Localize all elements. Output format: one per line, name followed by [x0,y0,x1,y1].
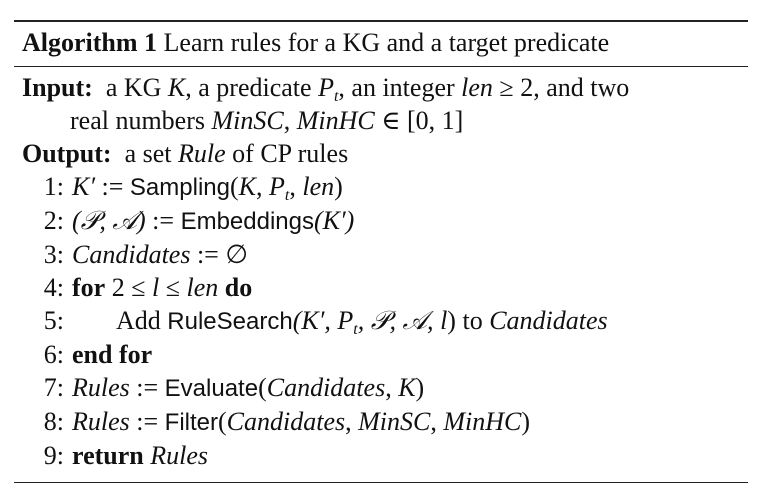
assign-op: := [145,206,181,235]
paren: ( [229,172,239,201]
comma: , [345,407,359,436]
output-text: of CP rules [225,139,349,168]
algorithm-box [14,20,748,483]
keyword-do: do [218,273,253,302]
math-sub-t: t [353,321,358,338]
math-minsc: MinSC [358,407,431,436]
loop-condition: 2 ≤ [105,273,152,302]
output-line [14,137,748,170]
math-candidates: Candidates [72,240,191,269]
math-K: K [398,373,416,402]
output-text: a set [124,139,178,168]
math-len: len [186,273,219,302]
math-candidates: Candidates [226,407,346,436]
math-rules: Rules [150,441,208,470]
comma: , [385,373,399,402]
keyword-end-for: end for [72,340,153,369]
step-text: to [455,306,490,335]
math-sub-t: t [333,88,339,105]
step-7 [14,371,748,405]
assign-op: := [129,407,165,436]
input-text: real numbers [70,106,212,135]
math-l: l [440,306,448,335]
step-3 [14,238,748,271]
math-candidates: Candidates [266,373,386,402]
step-2 [14,204,748,238]
line-number: 5: [43,306,64,335]
function-name: Sampling [129,174,230,201]
math-rules: Rules [72,373,130,402]
math-P: P [337,306,354,335]
assign-op: := [129,373,165,402]
function-name: Evaluate [164,375,259,402]
math-K: K [238,172,256,201]
input-text: ≥ 2, and two [492,73,630,102]
paren: ( [258,373,267,402]
math-candidates: Candidates [489,306,608,335]
function-args: (K′, [292,306,338,335]
step-4 [14,271,748,304]
line-number: 2: [43,206,64,235]
line-number: 4: [43,273,64,302]
line-number: 8: [43,407,64,436]
math-rule: Rule [178,139,226,168]
input-line-1 [14,71,748,104]
comma: , [256,172,269,201]
math-minhc: MinHC [443,407,522,436]
keyword-for: for [72,273,106,302]
function-name: RuleSearch [167,308,293,335]
keyword-return: return [72,441,144,470]
math-l: l [151,273,160,302]
math-sub-t: t [284,187,290,204]
math-minsc: MinSC [211,106,284,135]
step-6 [14,338,748,371]
math-lhs: K′ [72,172,96,201]
comma: , [430,407,444,436]
math-rules: Rules [72,407,130,436]
function-name: Embeddings [180,208,314,235]
paren: ) [334,172,343,201]
paren: ) [521,407,531,436]
input-line-2 [14,104,748,137]
math-len: len [461,73,493,102]
line-number: 6: [43,340,64,369]
algorithm-title: Learn rules for a KG and a target predicate [163,28,610,57]
assign-op: := [95,172,130,201]
step-8 [14,405,748,439]
paren: ) [447,306,456,335]
math-len: len [302,172,335,201]
caption-rule [14,66,748,67]
line-number: 3: [43,240,64,269]
paren: ) [415,373,425,402]
math-lhs: (𝒫, 𝒜) [72,206,146,235]
input-text: ∈ [0, 1] [374,106,464,135]
step-1 [14,170,748,204]
function-args: , 𝒫, 𝒜, [357,306,441,335]
line-number: 1: [43,172,64,201]
function-args: (K′) [313,206,355,235]
algorithm-label: Algorithm 1 [22,28,158,57]
line-number: 9: [43,441,64,470]
input-text: , [283,106,297,135]
algorithm-caption [14,22,748,60]
input-text: , an integer [338,73,462,102]
input-label: Input: [22,73,93,102]
math-K: K [167,73,186,102]
step-9 [14,439,748,472]
math-P: P [318,73,334,102]
math-P: P [269,172,285,201]
output-label: Output: [22,139,112,168]
bottom-rule [14,482,748,483]
loop-condition: ≤ [159,273,187,302]
comma: , [289,172,303,201]
input-text: a KG [105,73,168,102]
step-5 [14,304,748,338]
assign-empty-set: := ∅ [190,240,248,269]
paren: ( [218,407,227,436]
math-minhc: MinHC [296,106,375,135]
line-number: 7: [43,373,64,402]
step-text: Add [116,306,168,335]
function-name: Filter [164,409,218,436]
input-text: , a predicate [185,73,319,102]
